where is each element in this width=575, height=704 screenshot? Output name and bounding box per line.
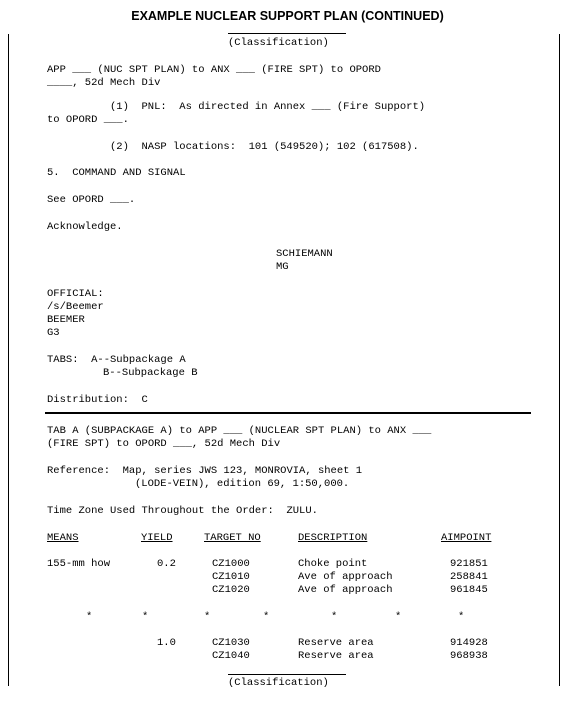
table-row-target: CZ1040 <box>212 650 250 662</box>
table-row-target: CZ1020 <box>212 584 250 596</box>
acknowledge: Acknowledge. <box>47 221 123 233</box>
table-row-aimpoint: 921851 <box>450 558 488 570</box>
distribution: Distribution: C <box>47 394 148 406</box>
col-header-description: DESCRIPTION <box>298 532 368 544</box>
right-margin-rule <box>559 34 560 686</box>
classification-top: (Classification) <box>228 37 329 49</box>
app-line-2: ____, 52d Mech Div <box>47 77 161 89</box>
table-row-description: Choke point <box>298 558 368 570</box>
official-label: OFFICIAL: <box>47 288 104 300</box>
section-5-heading: 5. COMMAND AND SIGNAL <box>47 167 186 179</box>
separator-asterisk: * <box>142 611 149 623</box>
table-row-aimpoint: 968938 <box>450 650 488 662</box>
tabs-b: B--Subpackage B <box>103 367 198 379</box>
table-row-description: Ave of approach <box>298 571 393 583</box>
col-header-target: TARGET NO <box>204 532 261 544</box>
group-1-yield: 0.2 <box>157 558 176 570</box>
table-row-target: CZ1030 <box>212 637 250 649</box>
item-1-line-1: (1) PNL: As directed in Annex ___ (Fire Support) <box>110 101 426 113</box>
item-1-line-2: to OPORD ___. <box>47 114 129 126</box>
page-title: EXAMPLE NUCLEAR SUPPORT PLAN (CONTINUED) <box>131 9 444 23</box>
table-row-description: Reserve area <box>298 637 374 649</box>
classification-bottom: (Classification) <box>228 677 329 689</box>
see-opord: See OPORD ___. <box>47 194 136 206</box>
separator-asterisk: * <box>204 611 211 623</box>
separator-asterisk: * <box>395 611 402 623</box>
official-position: G3 <box>47 327 60 339</box>
commander-name: SCHIEMANN <box>276 248 333 260</box>
table-row-target: CZ1010 <box>212 571 250 583</box>
col-header-aimpoint: AIMPOINT <box>441 532 492 544</box>
table-row-aimpoint: 961845 <box>450 584 488 596</box>
section-divider <box>45 412 531 414</box>
left-margin-rule <box>8 34 9 686</box>
reference-line-1: Reference: Map, series JWS 123, MONROVIA, sheet 1 <box>47 465 363 477</box>
time-zone: Time Zone Used Throughout the Order: ZULU. <box>47 505 318 517</box>
item-2: (2) NASP locations: 101 (549520); 102 (617508). <box>110 141 419 153</box>
separator-asterisk: * <box>331 611 338 623</box>
tabs-a: TABS: A--Subpackage A <box>47 354 186 366</box>
table-row-description: Ave of approach <box>298 584 393 596</box>
official-name: BEEMER <box>47 314 85 326</box>
table-row-target: CZ1000 <box>212 558 250 570</box>
reference-line-2: (LODE-VEIN), edition 69, 1:50,000. <box>135 478 350 490</box>
table-row-description: Reserve area <box>298 650 374 662</box>
tab-a-title-line-1: TAB A (SUBPACKAGE A) to APP ___ (NUCLEAR SPT PLAN) to ANX ___ <box>47 425 432 437</box>
col-header-yield: YIELD <box>141 532 173 544</box>
separator-asterisk: * <box>263 611 270 623</box>
table-row-aimpoint: 258841 <box>450 571 488 583</box>
group-2-yield: 1.0 <box>157 637 176 649</box>
group-1-means: 155-mm how <box>47 558 111 570</box>
classification-bottom-rule <box>228 674 346 675</box>
separator-asterisk: * <box>86 611 93 623</box>
tab-a-title-line-2: (FIRE SPT) to OPORD ___, 52d Mech Div <box>47 438 281 450</box>
official-signature: /s/Beemer <box>47 301 104 313</box>
app-line-1: APP ___ (NUC SPT PLAN) to ANX ___ (FIRE SPT) to OPORD <box>47 64 381 76</box>
classification-top-rule <box>228 33 346 34</box>
col-header-means: MEANS <box>47 532 79 544</box>
separator-asterisk: * <box>458 611 465 623</box>
table-row-aimpoint: 914928 <box>450 637 488 649</box>
commander-rank: MG <box>276 261 289 273</box>
